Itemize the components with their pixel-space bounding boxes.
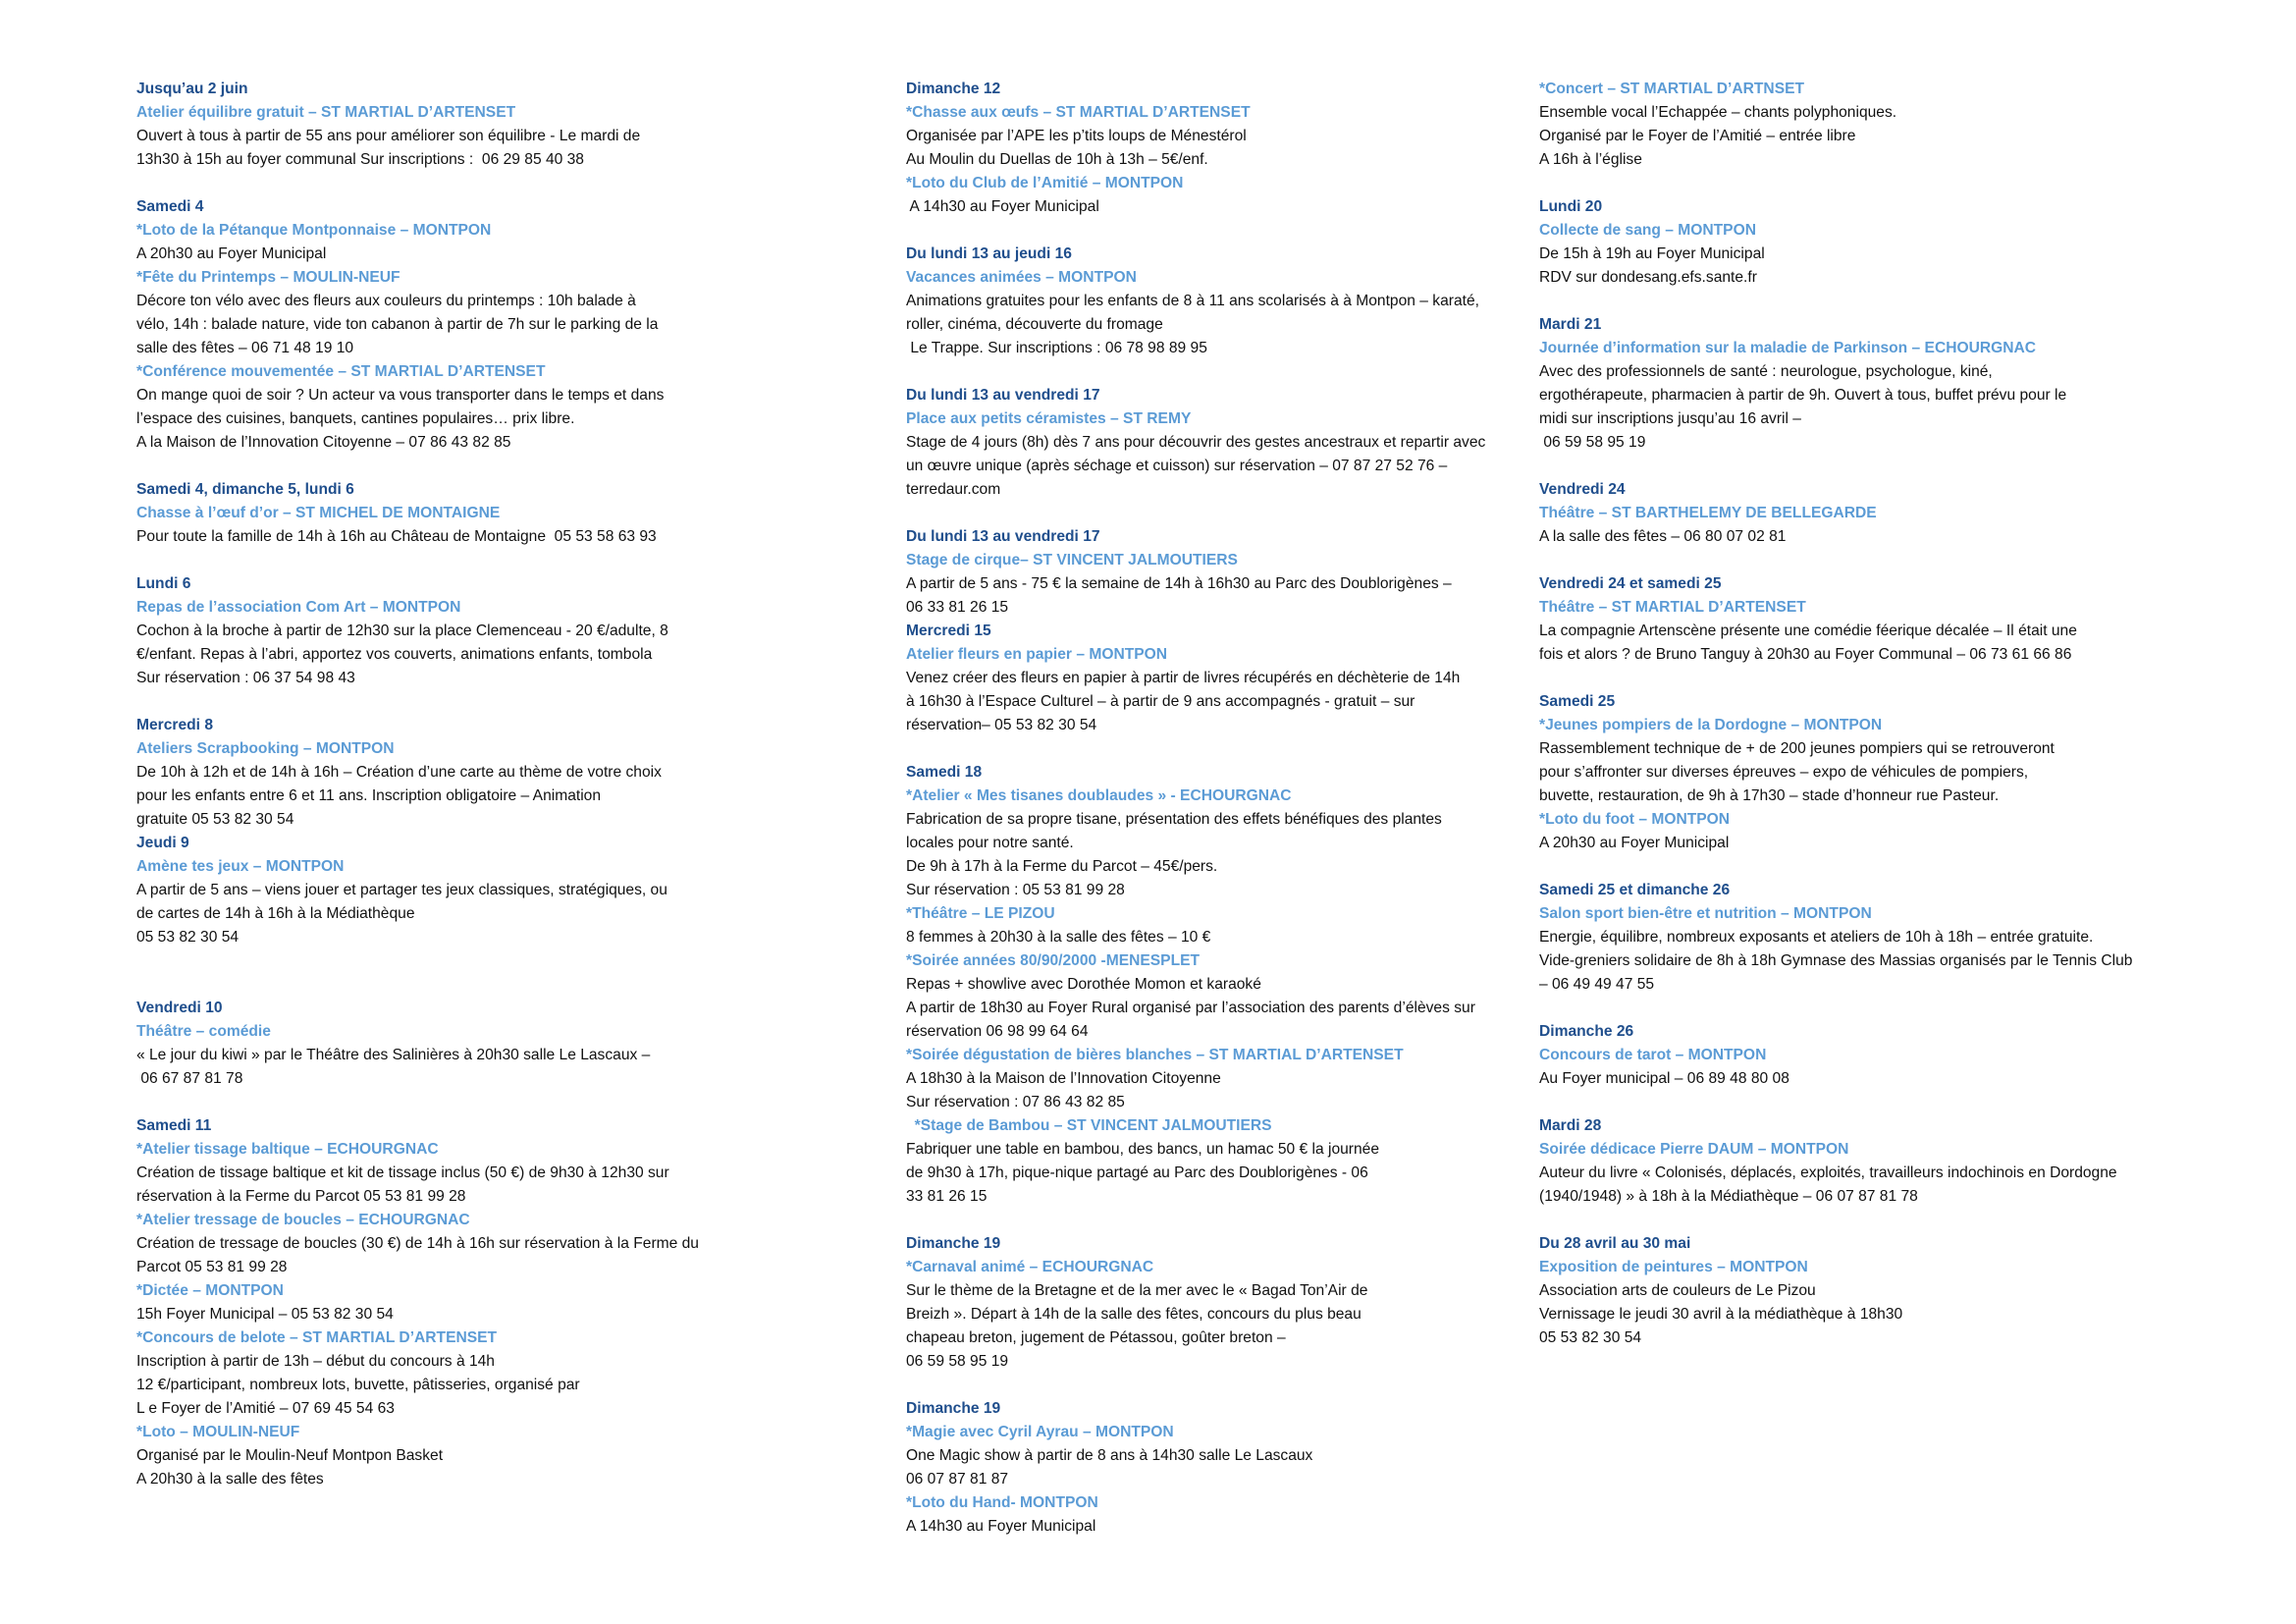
event-day-block: [136, 572, 765, 690]
event-description-line: RDV sur dondesang.efs.sante.fr: [1539, 269, 1757, 286]
event-day-block: [1539, 572, 2167, 667]
event-date-heading: Dimanche 19: [906, 1400, 1001, 1417]
event-description-line: De 9h à 17h à la Ferme du Parcot – 45€/pers.: [906, 858, 1218, 875]
event-description-line: (1940/1948) » à 18h à la Médiathèque – 06 07 87 81 78: [1539, 1188, 1918, 1205]
event-description-line: A partir de 5 ans - 75 € la semaine de 14h à 16h30 au Parc des Doublorigènes –: [906, 575, 1452, 592]
event-title: *Atelier tressage de boucles – ECHOURGNAC: [136, 1212, 470, 1228]
event-day-block: [136, 1114, 765, 1491]
event-title: Exposition de peintures – MONTPON: [1539, 1259, 1808, 1275]
event-description-line: l’espace des cuisines, banquets, cantines populaires… prix libre.: [136, 410, 575, 427]
event-title: Concours de tarot – MONTPON: [1539, 1047, 1767, 1063]
event-description-line: – 06 49 49 47 55: [1539, 976, 1655, 993]
event-title: Atelier fleurs en papier – MONTPON: [906, 646, 1168, 663]
event-description-line: de 9h30 à 17h, pique-nique partagé au Parc des Doublorigènes - 06: [906, 1164, 1368, 1181]
event-date-heading: Samedi 4, dimanche 5, lundi 6: [136, 481, 354, 498]
event-date-heading: Du 28 avril au 30 mai: [1539, 1235, 1691, 1252]
events-column-1: [136, 78, 765, 1515]
event-title: *Stage de Bambou – ST VINCENT JALMOUTIERS: [906, 1117, 1272, 1134]
event-description-line: de cartes de 14h à 16h à la Médiathèque: [136, 905, 415, 922]
event-description-line: A 14h30 au Foyer Municipal: [906, 1518, 1096, 1535]
event-description-line: gratuite 05 53 82 30 54: [136, 811, 294, 828]
event-date-heading: Vendredi 24 et samedi 25: [1539, 575, 1722, 592]
event-title: Amène tes jeux – MONTPON: [136, 858, 345, 875]
event-description-line: 05 53 82 30 54: [1539, 1329, 1642, 1346]
event-description-line: A partir de 5 ans – viens jouer et partager tes jeux classiques, stratégiques, ou: [136, 882, 667, 898]
event-description-line: roller, cinéma, découverte du fromage: [906, 316, 1163, 333]
event-day-block: [906, 243, 1515, 360]
event-date-heading: Dimanche 26: [1539, 1023, 1634, 1040]
event-date-heading: Vendredi 10: [136, 1000, 223, 1016]
event-description-line: A 14h30 au Foyer Municipal: [906, 198, 1099, 215]
event-date-heading: Lundi 6: [136, 575, 191, 592]
event-description-line: Animations gratuites pour les enfants de 8 à 11 ans scolarisés à à Montpon – karaté,: [906, 293, 1479, 309]
event-description-line: Pour toute la famille de 14h à 16h au Château de Montaigne 05 53 58 63 93: [136, 528, 657, 545]
event-day-block: [136, 832, 765, 949]
event-day-block: [136, 478, 765, 549]
event-date-heading: Du lundi 13 au jeudi 16: [906, 245, 1072, 262]
event-description-line: Parcot 05 53 81 99 28: [136, 1259, 288, 1275]
event-description-line: A 20h30 à la salle des fêtes: [136, 1471, 324, 1488]
event-description-line: A partir de 18h30 au Foyer Rural organisé par l’association des parents d’élèves sur: [906, 1000, 1475, 1016]
event-description-line: Inscription à partir de 13h – début du concours à 14h: [136, 1353, 495, 1370]
event-title: Collecte de sang – MONTPON: [1539, 222, 1756, 239]
event-title: *Loto du foot – MONTPON: [1539, 811, 1731, 828]
event-date-heading: Mercredi 15: [906, 623, 991, 639]
event-day-block: [906, 761, 1515, 1209]
event-description-line: pour s’affronter sur diverses épreuves – expo de véhicules de pompiers,: [1539, 764, 2029, 781]
event-day-block: [906, 525, 1515, 620]
event-title: *Atelier « Mes tisanes doublaudes » - ECHOURGNAC: [906, 787, 1292, 804]
event-date-heading: Jusqu’au 2 juin: [136, 81, 248, 97]
event-title: *Dictée – MONTPON: [136, 1282, 284, 1299]
event-description-line: Création de tissage baltique et kit de tissage inclus (50 €) de 9h30 à 12h30 sur: [136, 1164, 669, 1181]
event-description-line: A la salle des fêtes – 06 80 07 02 81: [1539, 528, 1787, 545]
event-description-line: A 16h à l’église: [1539, 151, 1642, 168]
event-description-line: Cochon à la broche à partir de 12h30 sur la place Clemenceau - 20 €/adulte, 8: [136, 623, 668, 639]
event-description-line: 15h Foyer Municipal – 05 53 82 30 54: [136, 1306, 394, 1323]
event-description-line: €/enfant. Repas à l’abri, apportez vos couverts, animations enfants, tombola: [136, 646, 653, 663]
event-description-line: Auteur du livre « Colonisés, déplacés, exploités, travailleurs indochinois en Dordogne: [1539, 1164, 2117, 1181]
event-title: *Jeunes pompiers de la Dordogne – MONTPON: [1539, 717, 1883, 733]
event-description-line: Vernissage le jeudi 30 avril à la médiathèque à 18h30: [1539, 1306, 1903, 1323]
events-column-3: [1539, 78, 2167, 1374]
event-description-line: De 15h à 19h au Foyer Municipal: [1539, 245, 1765, 262]
event-day-block: [1539, 1114, 2167, 1209]
event-description-line: Repas + showlive avec Dorothée Momon et karaoké: [906, 976, 1261, 993]
event-description-line: 06 67 87 81 78: [136, 1070, 243, 1087]
event-description-line: pour les enfants entre 6 et 11 ans. Inscription obligatoire – Animation: [136, 787, 602, 804]
event-title: *Soirée années 80/90/2000 -MENESPLET: [906, 952, 1201, 969]
event-description-line: terredaur.com: [906, 481, 1001, 498]
event-description-line: De 10h à 12h et de 14h à 16h – Création d’une carte au thème de votre choix: [136, 764, 662, 781]
event-description-line: 05 53 82 30 54: [136, 929, 240, 946]
event-description-line: A 18h30 à la Maison de l’Innovation Citoyenne: [906, 1070, 1221, 1087]
event-description-line: Ouvert à tous à partir de 55 ans pour améliorer son équilibre - Le mardi de: [136, 128, 641, 144]
event-description-line: vélo, 14h : balade nature, vide ton cabanon à partir de 7h sur le parking de la: [136, 316, 659, 333]
event-description-line: 06 33 81 26 15: [906, 599, 1009, 616]
event-description-line: Au Foyer municipal – 06 89 48 80 08: [1539, 1070, 1789, 1087]
event-description-line: Création de tressage de boucles (30 €) de 14h à 16h sur réservation à la Ferme du: [136, 1235, 699, 1252]
event-day-block: [1539, 78, 2167, 172]
event-description-line: On mange quoi de soir ? Un acteur va vous transporter dans le temps et dans: [136, 387, 665, 404]
event-date-heading: Jeudi 9: [136, 835, 189, 851]
event-description-line: ergothérapeute, pharmacien à partir de 9h. Ouvert à tous, buffet prévu pour le: [1539, 387, 2067, 404]
event-title: Chasse à l’œuf d’or – ST MICHEL DE MONTAIGNE: [136, 505, 501, 521]
event-title: Atelier équilibre gratuit – ST MARTIAL D’ARTENSET: [136, 104, 516, 121]
event-date-heading: Mercredi 8: [136, 717, 214, 733]
event-description-line: 33 81 26 15: [906, 1188, 988, 1205]
event-title: Ateliers Scrapbooking – MONTPON: [136, 740, 395, 757]
event-description-line: fois et alors ? de Bruno Tanguy à 20h30 au Foyer Communal – 06 73 61 66 86: [1539, 646, 2072, 663]
event-title: *Loto du Club de l’Amitié – MONTPON: [906, 175, 1184, 191]
event-day-block: [1539, 313, 2167, 455]
events-column-2: [906, 78, 1515, 1562]
event-date-heading: Samedi 4: [136, 198, 204, 215]
event-description-line: buvette, restauration, de 9h à 17h30 – stade d’honneur rue Pasteur.: [1539, 787, 2000, 804]
event-title: *Loto – MOULIN-NEUF: [136, 1424, 300, 1440]
event-description-line: Ensemble vocal l’Echappée – chants polyphoniques.: [1539, 104, 1897, 121]
event-title: Stage de cirque– ST VINCENT JALMOUTIERS: [906, 552, 1238, 568]
event-description-line: Stage de 4 jours (8h) dès 7 ans pour découvrir des gestes ancestraux et repartir avec: [906, 434, 1486, 451]
event-day-block: [1539, 195, 2167, 290]
event-day-block: [1539, 1232, 2167, 1350]
event-description-line: Association arts de couleurs de Le Pizou: [1539, 1282, 1816, 1299]
event-date-heading: Dimanche 19: [906, 1235, 1001, 1252]
event-description-line: A 20h30 au Foyer Municipal: [1539, 835, 1730, 851]
event-title: Théâtre – ST MARTIAL D’ARTENSET: [1539, 599, 1806, 616]
event-description-line: Vide-greniers solidaire de 8h à 18h Gymnase des Massias organisés par le Tennis Club: [1539, 952, 2133, 969]
event-description-line: A 20h30 au Foyer Municipal: [136, 245, 327, 262]
event-description-line: midi sur inscriptions jusqu’au 16 avril –: [1539, 410, 1801, 427]
event-date-heading: Samedi 25 et dimanche 26: [1539, 882, 1731, 898]
event-description-line: Venez créer des fleurs en papier à partir de livres récupérés en déchèterie de 14h: [906, 670, 1461, 686]
event-title: *Magie avec Cyril Ayrau – MONTPON: [906, 1424, 1174, 1440]
event-day-block: [1539, 879, 2167, 997]
event-description-line: Le Trappe. Sur inscriptions : 06 78 98 89 95: [906, 340, 1207, 356]
event-description-line: réservation à la Ferme du Parcot 05 53 81 99 28: [136, 1188, 466, 1205]
event-description-line: 12 €/participant, nombreux lots, buvette, pâtisseries, organisé par: [136, 1377, 580, 1393]
event-description-line: Fabrication de sa propre tisane, présentation des effets bénéfiques des plantes: [906, 811, 1442, 828]
event-day-block: [906, 384, 1515, 502]
event-description-line: La compagnie Artenscène présente une comédie féerique décalée – Il était une: [1539, 623, 2077, 639]
event-title: *Concours de belote – ST MARTIAL D’ARTENSET: [136, 1329, 498, 1346]
event-date-heading: Vendredi 24: [1539, 481, 1626, 498]
event-description-line: Energie, équilibre, nombreux exposants et ateliers de 10h à 18h – entrée gratuite.: [1539, 929, 2094, 946]
event-description-line: Sur réservation : 06 37 54 98 43: [136, 670, 355, 686]
event-description-line: à 16h30 à l’Espace Culturel – à partir de 9 ans accompagnés - gratuit – sur: [906, 693, 1415, 710]
event-title: Théâtre – comédie: [136, 1023, 271, 1040]
event-description-line: Organisée par l’APE les p’tits loups de Ménestérol: [906, 128, 1247, 144]
event-description-line: 8 femmes à 20h30 à la salle des fêtes – 10 €: [906, 929, 1211, 946]
event-date-heading: Du lundi 13 au vendredi 17: [906, 387, 1100, 404]
event-day-block: [136, 78, 765, 172]
event-title: Place aux petits céramistes – ST REMY: [906, 410, 1192, 427]
event-description-line: A la Maison de l’Innovation Citoyenne – 07 86 43 82 85: [136, 434, 511, 451]
event-description-line: salle des fêtes – 06 71 48 19 10: [136, 340, 354, 356]
event-description-line: locales pour notre santé.: [906, 835, 1074, 851]
event-title: *Atelier tissage baltique – ECHOURGNAC: [136, 1141, 439, 1158]
event-description-line: Organisé par le Foyer de l’Amitié – entrée libre: [1539, 128, 1856, 144]
event-title: Vacances animées – MONTPON: [906, 269, 1137, 286]
event-description-line: réservation– 05 53 82 30 54: [906, 717, 1097, 733]
event-description-line: Avec des professionnels de santé : neurologue, psychologue, kiné,: [1539, 363, 1993, 380]
event-description-line: Au Moulin du Duellas de 10h à 13h – 5€/enf.: [906, 151, 1208, 168]
event-description-line: Sur réservation : 05 53 81 99 28: [906, 882, 1125, 898]
event-date-heading: Dimanche 12: [906, 81, 1001, 97]
event-description-line: Sur réservation : 07 86 43 82 85: [906, 1094, 1125, 1110]
event-day-block: [136, 195, 765, 455]
event-description-line: un œuvre unique (après séchage et cuisson) sur réservation – 07 87 27 52 76 –: [906, 458, 1448, 474]
event-date-heading: Samedi 25: [1539, 693, 1616, 710]
event-description-line: L e Foyer de l’Amitié – 07 69 45 54 63: [136, 1400, 395, 1417]
event-day-block: [1539, 690, 2167, 855]
event-description-line: Fabriquer une table en bambou, des bancs, un hamac 50 € la journée: [906, 1141, 1379, 1158]
event-day-block: [906, 78, 1515, 219]
event-description-line: Décore ton vélo avec des fleurs aux couleurs du printemps : 10h balade à: [136, 293, 636, 309]
event-description-line: Breizh ». Départ à 14h de la salle des fêtes, concours du plus beau: [906, 1306, 1362, 1323]
event-title: Journée d’information sur la maladie de Parkinson – ECHOURGNAC: [1539, 340, 2037, 356]
event-title: Salon sport bien-être et nutrition – MONTPON: [1539, 905, 1872, 922]
event-day-block: [906, 1397, 1515, 1539]
event-title: Repas de l’association Com Art – MONTPON: [136, 599, 461, 616]
event-title: *Fête du Printemps – MOULIN-NEUF: [136, 269, 400, 286]
event-description-line: One Magic show à partir de 8 ans à 14h30 salle Le Lascaux: [906, 1447, 1313, 1464]
event-day-block: [906, 620, 1515, 737]
event-date-heading: Samedi 18: [906, 764, 983, 781]
event-description-line: Organisé par le Moulin-Neuf Montpon Basket: [136, 1447, 444, 1464]
event-day-block: [1539, 478, 2167, 549]
event-description-line: 06 07 87 81 87: [906, 1471, 1009, 1488]
event-description-line: chapeau breton, jugement de Pétassou, goûter breton –: [906, 1329, 1286, 1346]
event-day-block: [906, 1232, 1515, 1374]
event-date-heading: Mardi 21: [1539, 316, 1602, 333]
event-title: *Carnaval animé – ECHOURGNAC: [906, 1259, 1154, 1275]
event-date-heading: Lundi 20: [1539, 198, 1603, 215]
event-description-line: Sur le thème de la Bretagne et de la mer avec le « Bagad Ton’Air de: [906, 1282, 1368, 1299]
event-date-heading: Du lundi 13 au vendredi 17: [906, 528, 1100, 545]
event-title: *Conférence mouvementée – ST MARTIAL D’ARTENSET: [136, 363, 546, 380]
event-day-block: [1539, 1020, 2167, 1091]
event-title: Soirée dédicace Pierre DAUM – MONTPON: [1539, 1141, 1849, 1158]
event-title: *Théâtre – LE PIZOU: [906, 905, 1055, 922]
event-day-block: [136, 997, 765, 1091]
event-description-line: 06 59 58 95 19: [1539, 434, 1646, 451]
event-title: *Soirée dégustation de bières blanches – ST MARTIAL D’ARTENSET: [906, 1047, 1404, 1063]
event-title: *Chasse aux œufs – ST MARTIAL D’ARTENSET: [906, 104, 1251, 121]
event-description-line: 13h30 à 15h au foyer communal Sur inscriptions : 06 29 85 40 38: [136, 151, 584, 168]
event-day-block: [136, 714, 765, 832]
event-date-heading: Mardi 28: [1539, 1117, 1602, 1134]
event-title: *Concert – ST MARTIAL D’ARTNSET: [1539, 81, 1805, 97]
event-title: *Loto du Hand- MONTPON: [906, 1494, 1098, 1511]
event-description-line: 06 59 58 95 19: [906, 1353, 1009, 1370]
event-description-line: réservation 06 98 99 64 64: [906, 1023, 1089, 1040]
event-title: Théâtre – ST BARTHELEMY DE BELLEGARDE: [1539, 505, 1877, 521]
event-description-line: Rassemblement technique de + de 200 jeunes pompiers qui se retrouveront: [1539, 740, 2055, 757]
event-date-heading: Samedi 11: [136, 1117, 212, 1134]
event-description-line: « Le jour du kiwi » par le Théâtre des Salinières à 20h30 salle Le Lascaux –: [136, 1047, 651, 1063]
event-title: *Loto de la Pétanque Montponnaise – MONTPON: [136, 222, 492, 239]
